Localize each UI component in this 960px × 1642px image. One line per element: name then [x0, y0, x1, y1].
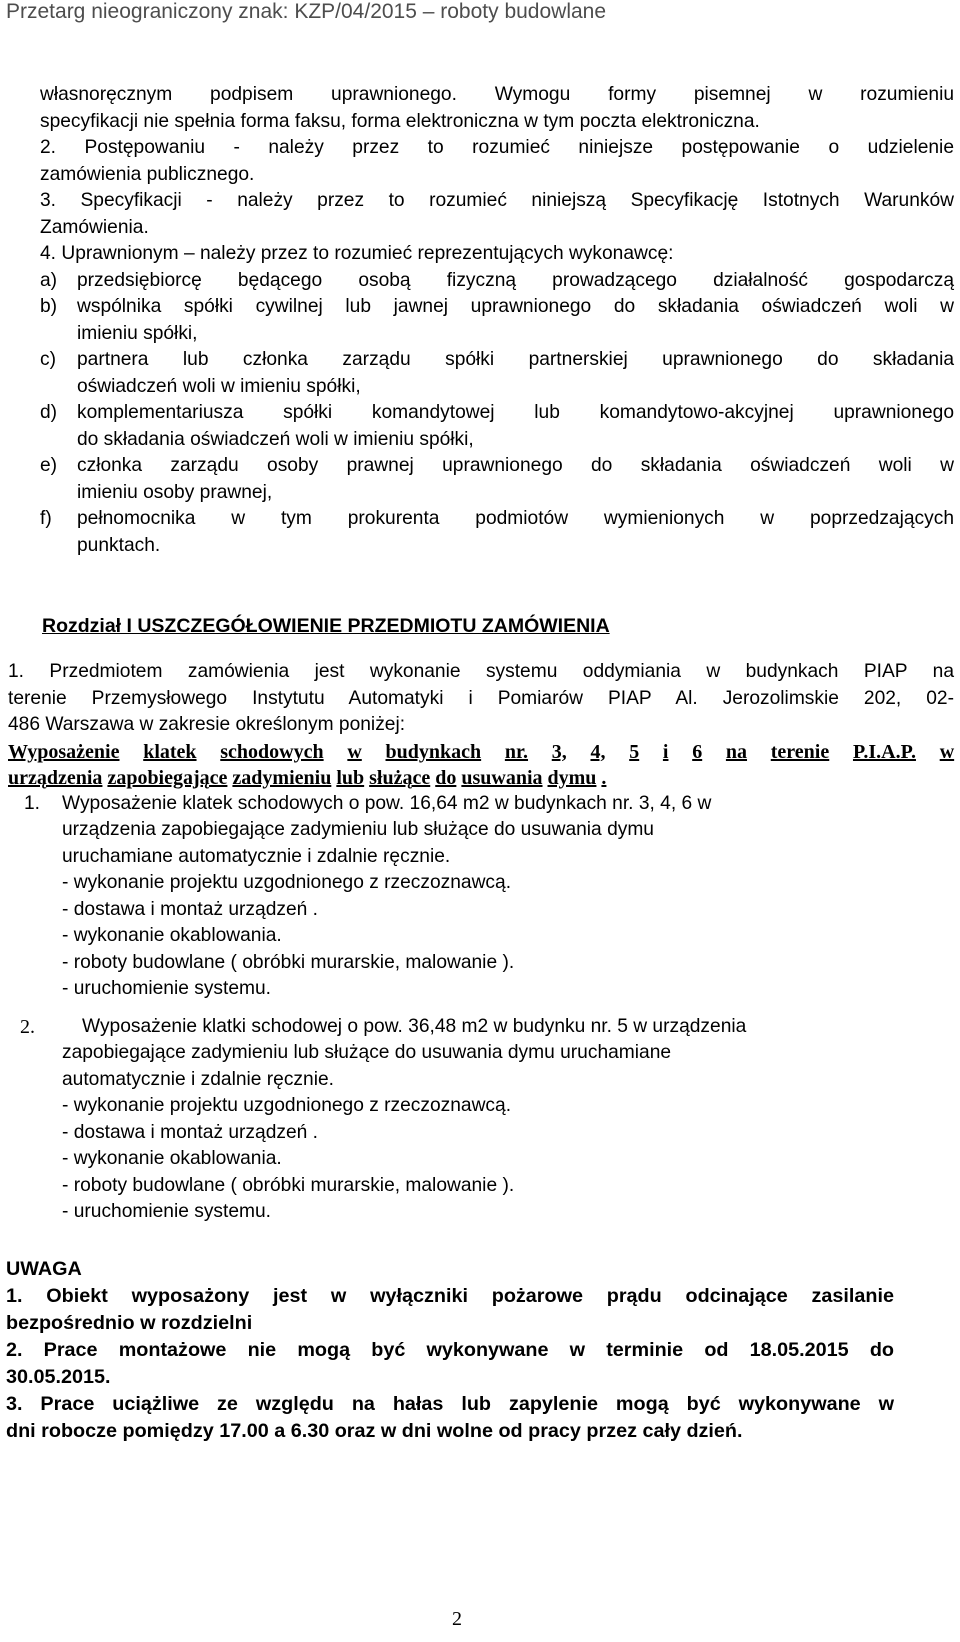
underlined-line: [8, 765, 954, 791]
task-line: - dostawa i montaż urządzeń .: [62, 898, 318, 920]
task-line: - roboty budowlane ( obróbki murarskie, malowanie ).: [62, 951, 515, 973]
underlined-word: w: [939, 740, 955, 763]
task-line: - uruchomienie systemu.: [62, 978, 272, 999]
text-line: własnoręcznym podpisem uprawnionego. Wymogu formy pisemnej w rozumieniu: [40, 84, 954, 105]
underlined-word: dymu: [547, 766, 597, 789]
text-line: automatycznie i zdalnie ręcznie.: [62, 1068, 334, 1090]
scope-item-1: [24, 791, 882, 1003]
item-label: b): [40, 296, 58, 317]
text-line: 4. Uprawnionym – należy przez to rozumieć reprezentujących wykonawcę:: [40, 243, 674, 264]
underlined-word: klatek: [143, 740, 197, 763]
underlined-word: usuwania: [461, 766, 543, 789]
underlined-word: 3,: [551, 740, 567, 763]
item-label: c): [40, 349, 56, 370]
underlined-word: 6: [692, 740, 703, 763]
text-line: punktach.: [77, 534, 161, 556]
underlined-word: na: [725, 740, 748, 763]
text-line: komplementariusza spółki komandytowej lub komandytowo-akcyjnej uprawnionego: [77, 402, 954, 423]
definition-2: [40, 135, 954, 188]
text-line: partnera lub członka zarządu spółki partnerskiej uprawnionego do składania: [77, 349, 954, 370]
item-label: 2.: [20, 1015, 35, 1038]
underlined-word: i: [662, 740, 669, 763]
text-line: Wyposażenie klatki schodowej o pow. 36,48 m2 w budynku nr. 5 w urządzenia: [82, 1015, 747, 1037]
list-item: [40, 294, 954, 347]
scope-item-2: [20, 1014, 932, 1226]
text-line: 2. Postępowaniu - należy przez to rozumieć niniejsze postępowanie o udzielenie: [40, 137, 954, 158]
item-label: a): [40, 269, 58, 291]
task-line: - wykonanie okablowania.: [62, 1148, 282, 1169]
text-line: Zamówienia.: [40, 216, 149, 238]
list-item: [40, 453, 954, 506]
text-line: zapobiegające zadymieniu lub służące do usuwania dymu uruchamiane: [62, 1042, 672, 1063]
task-line: - wykonanie okablowania.: [62, 925, 282, 946]
definition-3: [40, 188, 954, 241]
notes-title: UWAGA: [6, 1257, 82, 1280]
underlined-word: służące: [369, 766, 431, 789]
note-line: 2. Prace montażowe nie mogą być wykonywane w terminie od 18.05.2015 do: [6, 1338, 894, 1361]
underlined-word: zadymieniu: [232, 766, 332, 789]
task-line: - uruchomienie systemu.: [62, 1201, 272, 1222]
underlined-word: budynkach: [385, 740, 482, 763]
list-item: [40, 400, 954, 453]
underlined-word: lub: [336, 766, 365, 789]
text-line: imieniu spółki,: [77, 322, 198, 344]
list-item: [40, 347, 954, 400]
underlined-word: schodowych: [220, 740, 324, 763]
text-line: uruchamiane automatycznie i zdalnie ręcznie.: [62, 845, 451, 867]
list-item: [40, 268, 954, 295]
task-line: - wykonanie projektu uzgodnionego z rzeczoznawcą.: [62, 872, 512, 893]
note-line: dni robocze pomiędzy 17.00 a 6.30 oraz w dni wolne od pracy przez cały dzień.: [6, 1419, 743, 1442]
text-line: 3. Specyfikacji - należy przez to rozumieć niniejszą Specyfikację Istotnych Warunków: [40, 190, 954, 211]
underlined-word: .: [601, 766, 607, 789]
underlined-line: [8, 739, 954, 765]
note-line: 30.05.2015.: [6, 1365, 111, 1388]
text-line: zamówienia publicznego.: [40, 163, 255, 185]
underlined-word: do: [435, 766, 457, 789]
text-line: oświadczeń woli w imieniu spółki,: [77, 375, 361, 397]
task-line: - roboty budowlane ( obróbki murarskie, malowanie ).: [62, 1174, 515, 1196]
task-line: - dostawa i montaż urządzeń .: [62, 1121, 318, 1143]
underlined-word: zapobiegające: [107, 766, 228, 789]
underlined-word: w: [347, 740, 362, 763]
notes-section: [6, 1256, 894, 1445]
text-line: specyfikacji nie spełnia forma faksu, forma elektroniczna w tym poczta elektroniczna.: [40, 110, 760, 132]
underlined-word: Wyposażenie: [8, 740, 120, 763]
text-line: 486 Warszawa w zakresie określonym poniżej:: [8, 714, 406, 735]
intro-paragraph: [40, 82, 954, 135]
text-line: do składania oświadczeń woli w imieniu spółki,: [77, 428, 474, 450]
note-line: 3. Prace uciążliwe ze względu na hałas lub zapylenie mogą być wykonywane w: [6, 1392, 894, 1415]
document-header: Przetarg nieograniczony znak: KZP/04/2015 – roboty budowlane: [6, 0, 607, 23]
underlined-heading: [8, 739, 954, 791]
text-line: urządzenia zapobiegające zadymieniu lub służące do usuwania dymu: [62, 819, 654, 840]
text-line: terenie Przemysłowego Instytutu Automatyki i Pomiarów PIAP Al. Jerozolimskie 202, 02-: [8, 687, 954, 709]
underlined-word: urządzenia: [8, 766, 103, 789]
task-line: - wykonanie projektu uzgodnionego z rzeczoznawcą.: [62, 1095, 512, 1116]
underlined-word: P.I.A.P.: [852, 740, 916, 763]
page-content: [6, 82, 955, 1445]
underlined-word: 5: [629, 740, 640, 763]
subject-paragraph: [8, 659, 954, 739]
text-line: przedsiębiorcę będącego osobą fizyczną prowadzącego działalność gospodarczą: [77, 269, 954, 291]
list-item: [40, 506, 954, 559]
note-line: bezpośrednio w rozdzielni: [6, 1311, 253, 1334]
item-label: 1.: [24, 792, 41, 814]
underlined-word: nr.: [504, 740, 529, 763]
text-line: pełnomocnika w tym prokurenta podmiotów wymienionych w poprzedzających: [77, 508, 954, 529]
item-label: f): [40, 508, 52, 529]
underlined-word: 4,: [590, 740, 606, 763]
text-line: 1. Przedmiotem zamówienia jest wykonanie systemu oddymiania w budynkach PIAP na: [8, 661, 954, 682]
definition-4: [40, 241, 954, 268]
note-line: 1. Obiekt wyposażony jest w wyłączniki pożarowe prądu odcinające zasilanie: [6, 1284, 894, 1307]
underlined-word: terenie: [770, 740, 830, 763]
text-line: wspólnika spółki cywilnej lub jawnej uprawnionego do składania oświadczeń woli w: [77, 296, 954, 317]
text-line: imieniu osoby prawnej,: [77, 481, 273, 503]
chapter-title: Rozdział I USZCZEGÓŁOWIENIE PRZEDMIOTU ZAMÓWIENIA: [42, 615, 610, 637]
page-number: 2: [452, 1608, 462, 1630]
text-line: członka zarządu osoby prawnej uprawnionego do składania oświadczeń woli w: [77, 455, 954, 476]
item-label: d): [40, 402, 58, 423]
item-label: e): [40, 455, 58, 476]
definition-items: [40, 268, 954, 560]
text-line: Wyposażenie klatek schodowych o pow. 16,64 m2 w budynkach nr. 3, 4, 6 w: [62, 792, 712, 814]
